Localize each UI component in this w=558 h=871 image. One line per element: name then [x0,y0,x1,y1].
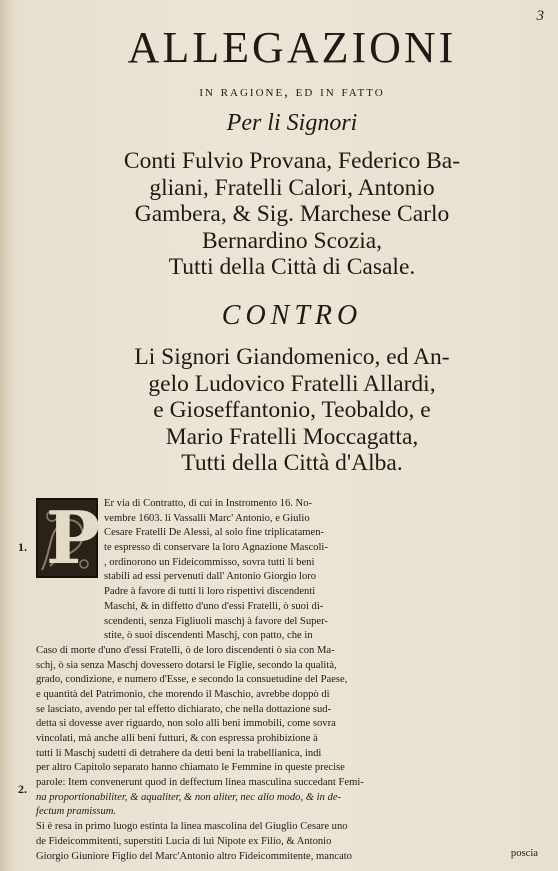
body-line: Er via di Contratto, di cui in Instromento 16. No- [104,498,313,509]
paragraph-number: 2. [18,782,27,796]
document-subtitle: in ragione, ed in fatto [199,84,385,100]
body-line: de Fideicommitenti, superstiti Lucia di lui Nipote ex Filio, & Antonio [36,835,332,847]
body-line: parole: Item convenerunt quod in deffectum linea masculina succedant Femi- [36,777,364,789]
plaintiffs-line: Gambera, & Sig. Marchese Carlo [134,201,450,227]
body-line: Giorgio Giuniore Figlio del Marc'Antonio altro Fideicommitente, mancato [36,850,352,862]
plaintiffs-line: Conti Fulvio Provana, Federico Ba- [123,148,461,174]
defendants-block [0,344,558,477]
body-line: stite, ò suoi discendenti Maschj, con patto, che in [104,630,313,642]
body-line: vincolati, mà anche alli beni futturi, & con espressa prohibizione à [36,733,318,744]
body-line: schj, ò sia senza Maschj dovessero dotarsi le Figlie, secondo la qualità, [36,659,337,671]
body-line: e quantità del Patrimonio, che morendo il Maschio, avrebbe doppò di [36,688,330,700]
defendants-line: e Gioseffantonio, Teobaldo, e [153,397,431,423]
body-line: Si è resa in primo luogo estinta la linea mascolina del Giuglio Cesare uno [36,821,348,833]
body-line: scendenti, senza Figliuoli maschj à favore del Super- [104,615,328,627]
body-line: , ordinorono un Fideicommisso, sovra tutti li beni [104,556,315,568]
plaintiffs-line: Bernardino Scozia, [201,227,383,254]
per-signori-line: Per li Signori [226,110,358,136]
body-line: Cesare Fratelli De Alessi, al solo fine triplicatamen- [104,527,325,539]
body-text [36,497,548,864]
defendants-line: Tutti della Città d'Alba. [181,450,403,476]
body-line: fectum pramissum. [36,806,117,818]
plaintiffs-line: gliani, Fratelli Calori, Antonio [149,174,435,201]
decorated-initial [36,495,101,580]
body-line: Caso di morte d'uno d'essi Fratelli, ò de loro discendenti ò sia con Ma- [36,644,335,656]
page-number: 3 [536,8,544,24]
body-line: na proportionabiliter, & aqualiter, & non aliter, nec alio modo, & in de- [36,791,342,803]
defendants-line: gelo Ludovico Fratelli Allardi, [148,370,436,397]
body-line: tutti li Maschj sudetti di detrahere da detti beni la trabellianica, indi [36,747,322,759]
defendants-line: Li Signori Giandomenico, ed An- [134,344,450,370]
catchword: poscia [510,848,538,859]
body-line: Maschi, & in diffetto d'uno d'essi Fratelli, ò suoi di- [104,600,324,612]
body-line: te espresso di conservare la loro Agnazione Mascoli- [104,542,328,554]
document-title: ALLEGAZIONI [127,23,457,72]
body-line: Padre à favore di tutti li loro rispettivi discendenti [104,586,316,598]
body-line: grado, condizione, e numero d'Esse, e secondo la consuetudine del Paese, [36,674,348,686]
body-line: stabili ad essi pervenuti dall' Antonio Giorgio loro [104,571,317,583]
defendants-line: Mario Fratelli Moccagatta, [165,423,419,450]
body-line: detta si dovesse aver riguardo, non solo alli beni immobili, come sovra [36,718,336,730]
body-line: se lasciato, avendo per tal effetto dichiarato, che nella dottazione sud- [36,703,332,715]
plaintiffs-block [0,148,558,281]
contro-heading: CONTRO [221,300,363,331]
paragraph-number: 1. [18,540,27,554]
body-line: per altro Capitolo separato hanno chiamato le Femmine in queste precise [36,762,345,774]
drop-cap-letter: P [46,495,101,580]
body-line: vembre 1603. li Vassalli Marc' Antonio, e Giulio [104,512,310,524]
plaintiffs-line: Tutti della Città di Casale. [168,254,416,280]
